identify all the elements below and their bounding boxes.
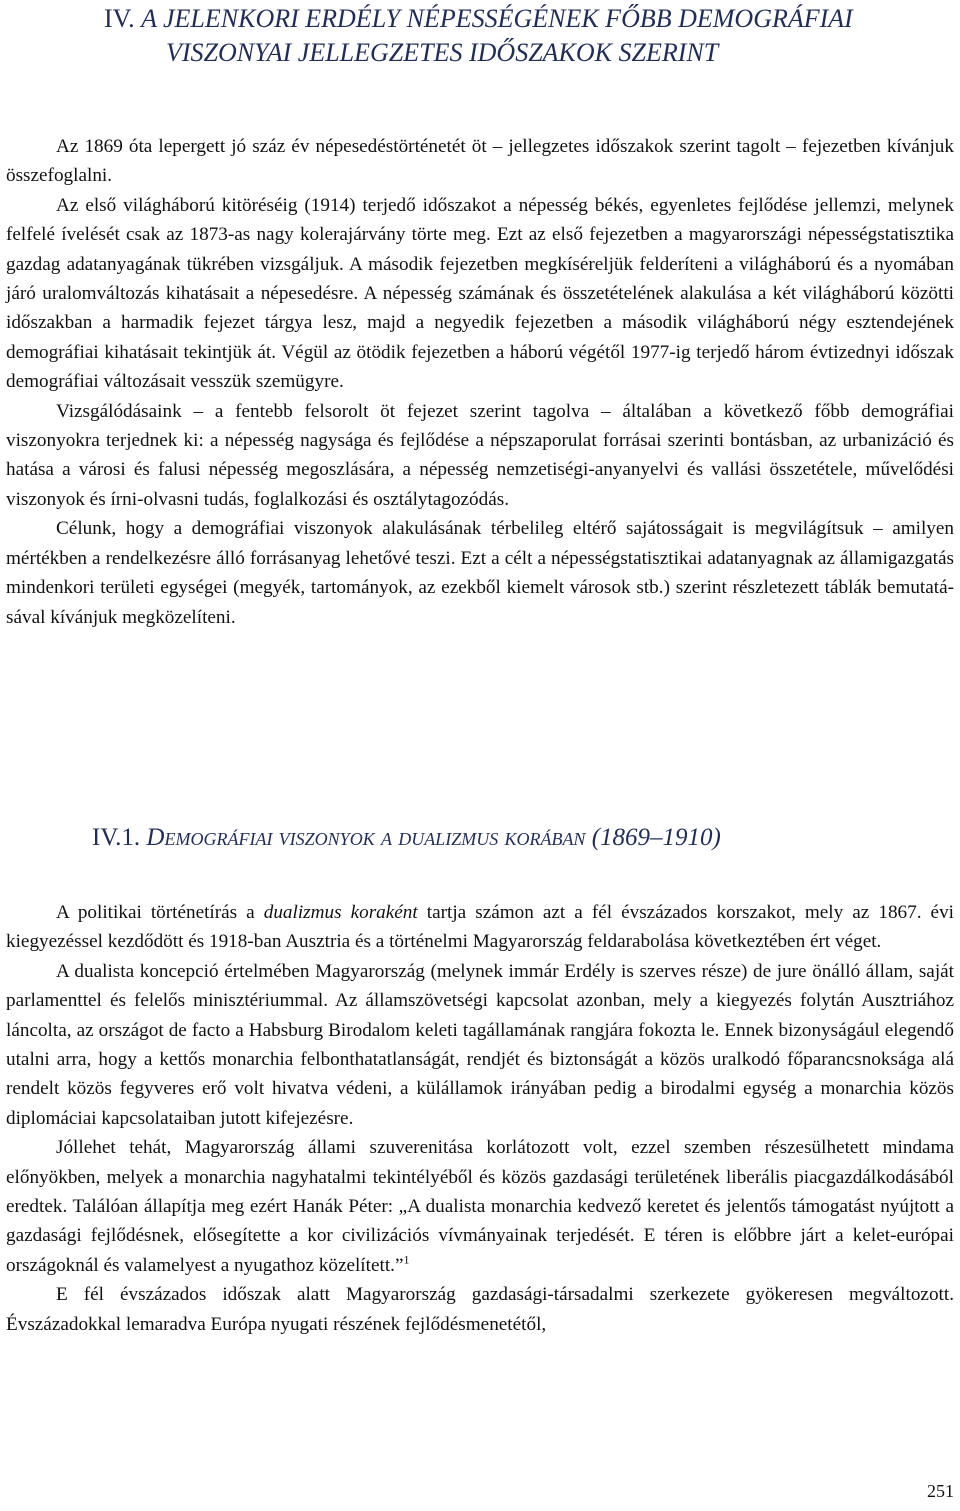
section-paragraph-4: E fél évszázados időszak alatt Magyarország gazdasági-társadalmi szerkezete gyökeresen megváltozott. Évszázadokkal lemaradva Európa nyugati részének fejlődésmenetétől, bbox=[6, 1284, 954, 1335]
intro-text bbox=[6, 132, 954, 632]
section-title bbox=[92, 820, 721, 856]
intro-paragraph-2: Az első világháború kitöréséig (1914) terjedő időszakot a népesség békés, egyenletes fejlődése jellemzi, melynek felfelé ívelését csak az 1873-as nagy kolerajárvány törte meg. Ezt az első fejezetben a magyarországi népességstatisztika gazdag adatanyagának tükrében vizsgáljuk. A második fejezetben megkíséreljük felderíteni a világháború és a nyomában járó uralomváltozás kihatásait a népesedésre. A népesség számának és összetételének alakulása a két világháború közötti időszakban a harmadik fejezet tárgya lesz, majd a negyedik fejezetben a második világháború négy esztendejének demográfiai kihatásait tekintjük át. Végül az ötödik fejezetben a háború végétől 1977-ig terjedő három évtizednyi időszak demográfiai változásait vesszük szemügyre. bbox=[6, 194, 954, 393]
intro-paragraph-3: Vizsgálódásaink – a fentebb felsorolt öt fejezet szerint tagolva – általában a következő főbb demográfiai viszonyokra terjednek ki: a népesség nagysága és fejlődése a népszaporulat forrásai szerinti bontásban, az urbanizáció és hatása a városi és falusi népesség megoszlására, a népesség nemzetiségi-anyanyelvi és vallási összetétele, művelődési viszonyok és írni-olvasni tudás, foglalkozási és osztálytagozódás. bbox=[6, 400, 954, 510]
section-years: (1869–1910) bbox=[591, 824, 721, 851]
chapter-title-line2: VISZONYAI JELLEGZETES IDŐSZAKOK SZERINT bbox=[166, 38, 719, 67]
footnote-reference[interactable]: 1 bbox=[403, 1252, 410, 1267]
section-text bbox=[6, 898, 954, 1339]
section-title-text: Demográfiai viszonyok a dualizmus korában bbox=[146, 824, 586, 851]
chapter-number: IV. bbox=[104, 4, 135, 33]
section-paragraph-3-text: Jóllehet tehát, Magyarország állami szuverenitása korlátozott volt, ezzel szemben részesülhetett mindama előnyökben, melyek a monarchia nagyhatalmi tekintélyéből és közös gazdasági területének liberális piacgazdálkodásából eredtek. Találóan állapítja meg ezért Hanák Péter: „A dualista monarchia kedvező keretet és jelentős támogatást nyújtott a gazdasági fejlődésnek, elősegítette a kor civilizációs vívmányainak terjedését. E téren is előbbre járt a kelet-európai országoknál és valamelyest a nyugathoz közelített.” bbox=[6, 1137, 954, 1276]
section-paragraph-1 bbox=[6, 898, 954, 957]
section-paragraph-2: A dualista koncepció értelmében Magyarország (melynek immár Erdély is szerves része) de jure önálló állam, saját parlamenttel és felelős minisztériummal. Az államszövetségi kapcsolat azonban, mely a kiegyezés folytán Ausztriához láncolta, az országot de facto a Habsburg Birodalom keleti tagállamának rangjára fokozta le. Ennek bizonyságául elegendő utalni arra, hogy a kettős monarchia felbonthatatlanságát, rendjét és biztonságát a közös uralkodó főparancsnoksága alá rendelt közös fegyveres erő volt hivatva védeni, a külállamok irányában pedig a birodalmi egység a monarchia közös diplomáciai kapcsolataiban jutott kifejezésre. bbox=[6, 960, 954, 1129]
page-number: 251 bbox=[927, 1481, 954, 1501]
section-paragraph-3 bbox=[6, 1133, 954, 1280]
chapter-title bbox=[104, 2, 904, 70]
dualizmus-emphasis: dualizmus koraként bbox=[263, 902, 418, 923]
intro-paragraph-1: Az 1869 óta lepergett jó száz év népesedéstörténetét öt – jellegzetes időszakok szerint tagolt – fejezetben kívánjuk összefoglalni. bbox=[6, 136, 954, 187]
section-number: IV.1. bbox=[92, 824, 141, 851]
section-paragraph-1-start: A politikai történetírás a bbox=[56, 902, 264, 923]
intro-paragraph-4: Célunk, hogy a demográfiai viszonyok alakulásának térbelileg eltérő sajátosságait is megvilágítsuk – amilyen mértékben a rendelkezésre álló forrásanyag lehetővé teszi. Ezt a célt a népességstatisztikai adatanyagnak az államigazgatás mindenkori területi egységei (megyék, tartományok, az ezekből kiemelt városok stb.) szerint részletezett táblák bemutatásával kívánjuk megközelíteni. bbox=[6, 518, 954, 628]
section-paragraph-1-end: tartja számon azt a fél évszázados korszakot, mely az 1867. évi kiegyezéssel kezdődött és 1918-ban Ausztria és a történelmi Magyarország feldarabolása következtében ért véget. bbox=[6, 902, 954, 953]
chapter-title-line1: A JELENKORI ERDÉLY NÉPESSÉGÉNEK FŐBB DEMOGRÁFIAI bbox=[141, 4, 853, 33]
